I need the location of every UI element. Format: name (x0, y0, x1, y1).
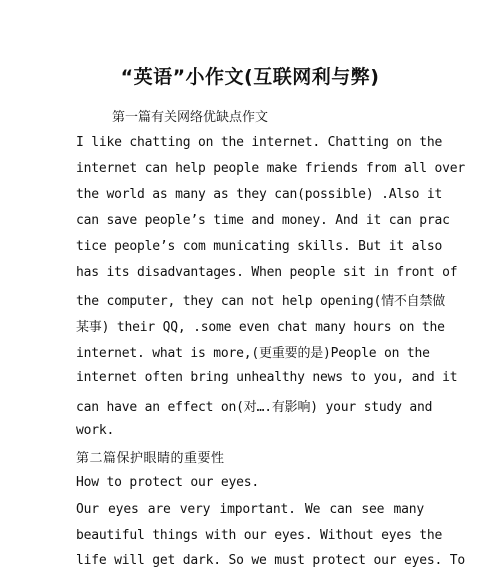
body-line: How to protect our eyes. (76, 475, 260, 490)
section-heading-2: 第二篇保护眼睛的重要性 (76, 451, 225, 466)
body-line: Our eyes are very important. We can see many (76, 502, 424, 517)
body-line: the world as many as they can(possible) .Also it (76, 187, 443, 202)
body-line: has its disadvantages. When people sit in front of (76, 265, 458, 280)
body-line: internet often bring unhealthy news to you, and it (76, 370, 458, 385)
body-line: life will get dark. So we must protect our eyes. To (76, 553, 465, 568)
document-title: “英语”小作文(互联网利与弊) (120, 66, 380, 88)
body-line: beautiful things with our eyes. Without eyes the (76, 528, 443, 543)
body-line: can save people’s time and money. And it can prac (76, 213, 450, 228)
body-line: I like chatting on the internet. Chatting on the (76, 135, 443, 150)
body-line: the computer, they can not help opening(情不自禁做 (76, 294, 446, 309)
body-line: 某事) their QQ, .some even chat many hours on the (76, 320, 445, 335)
body-line: tice people’s com municating skills. But it also (76, 239, 443, 254)
section-heading-1: 第一篇有关网络优缺点作文 (112, 110, 269, 125)
body-line: internet can help people make friends from all over (76, 161, 465, 176)
body-line-end: work. (76, 423, 115, 438)
body-line: can have an effect on(对….有影响) your study and (76, 400, 433, 415)
body-line: internet. what is more,(更重要的是)People on the (76, 346, 430, 361)
